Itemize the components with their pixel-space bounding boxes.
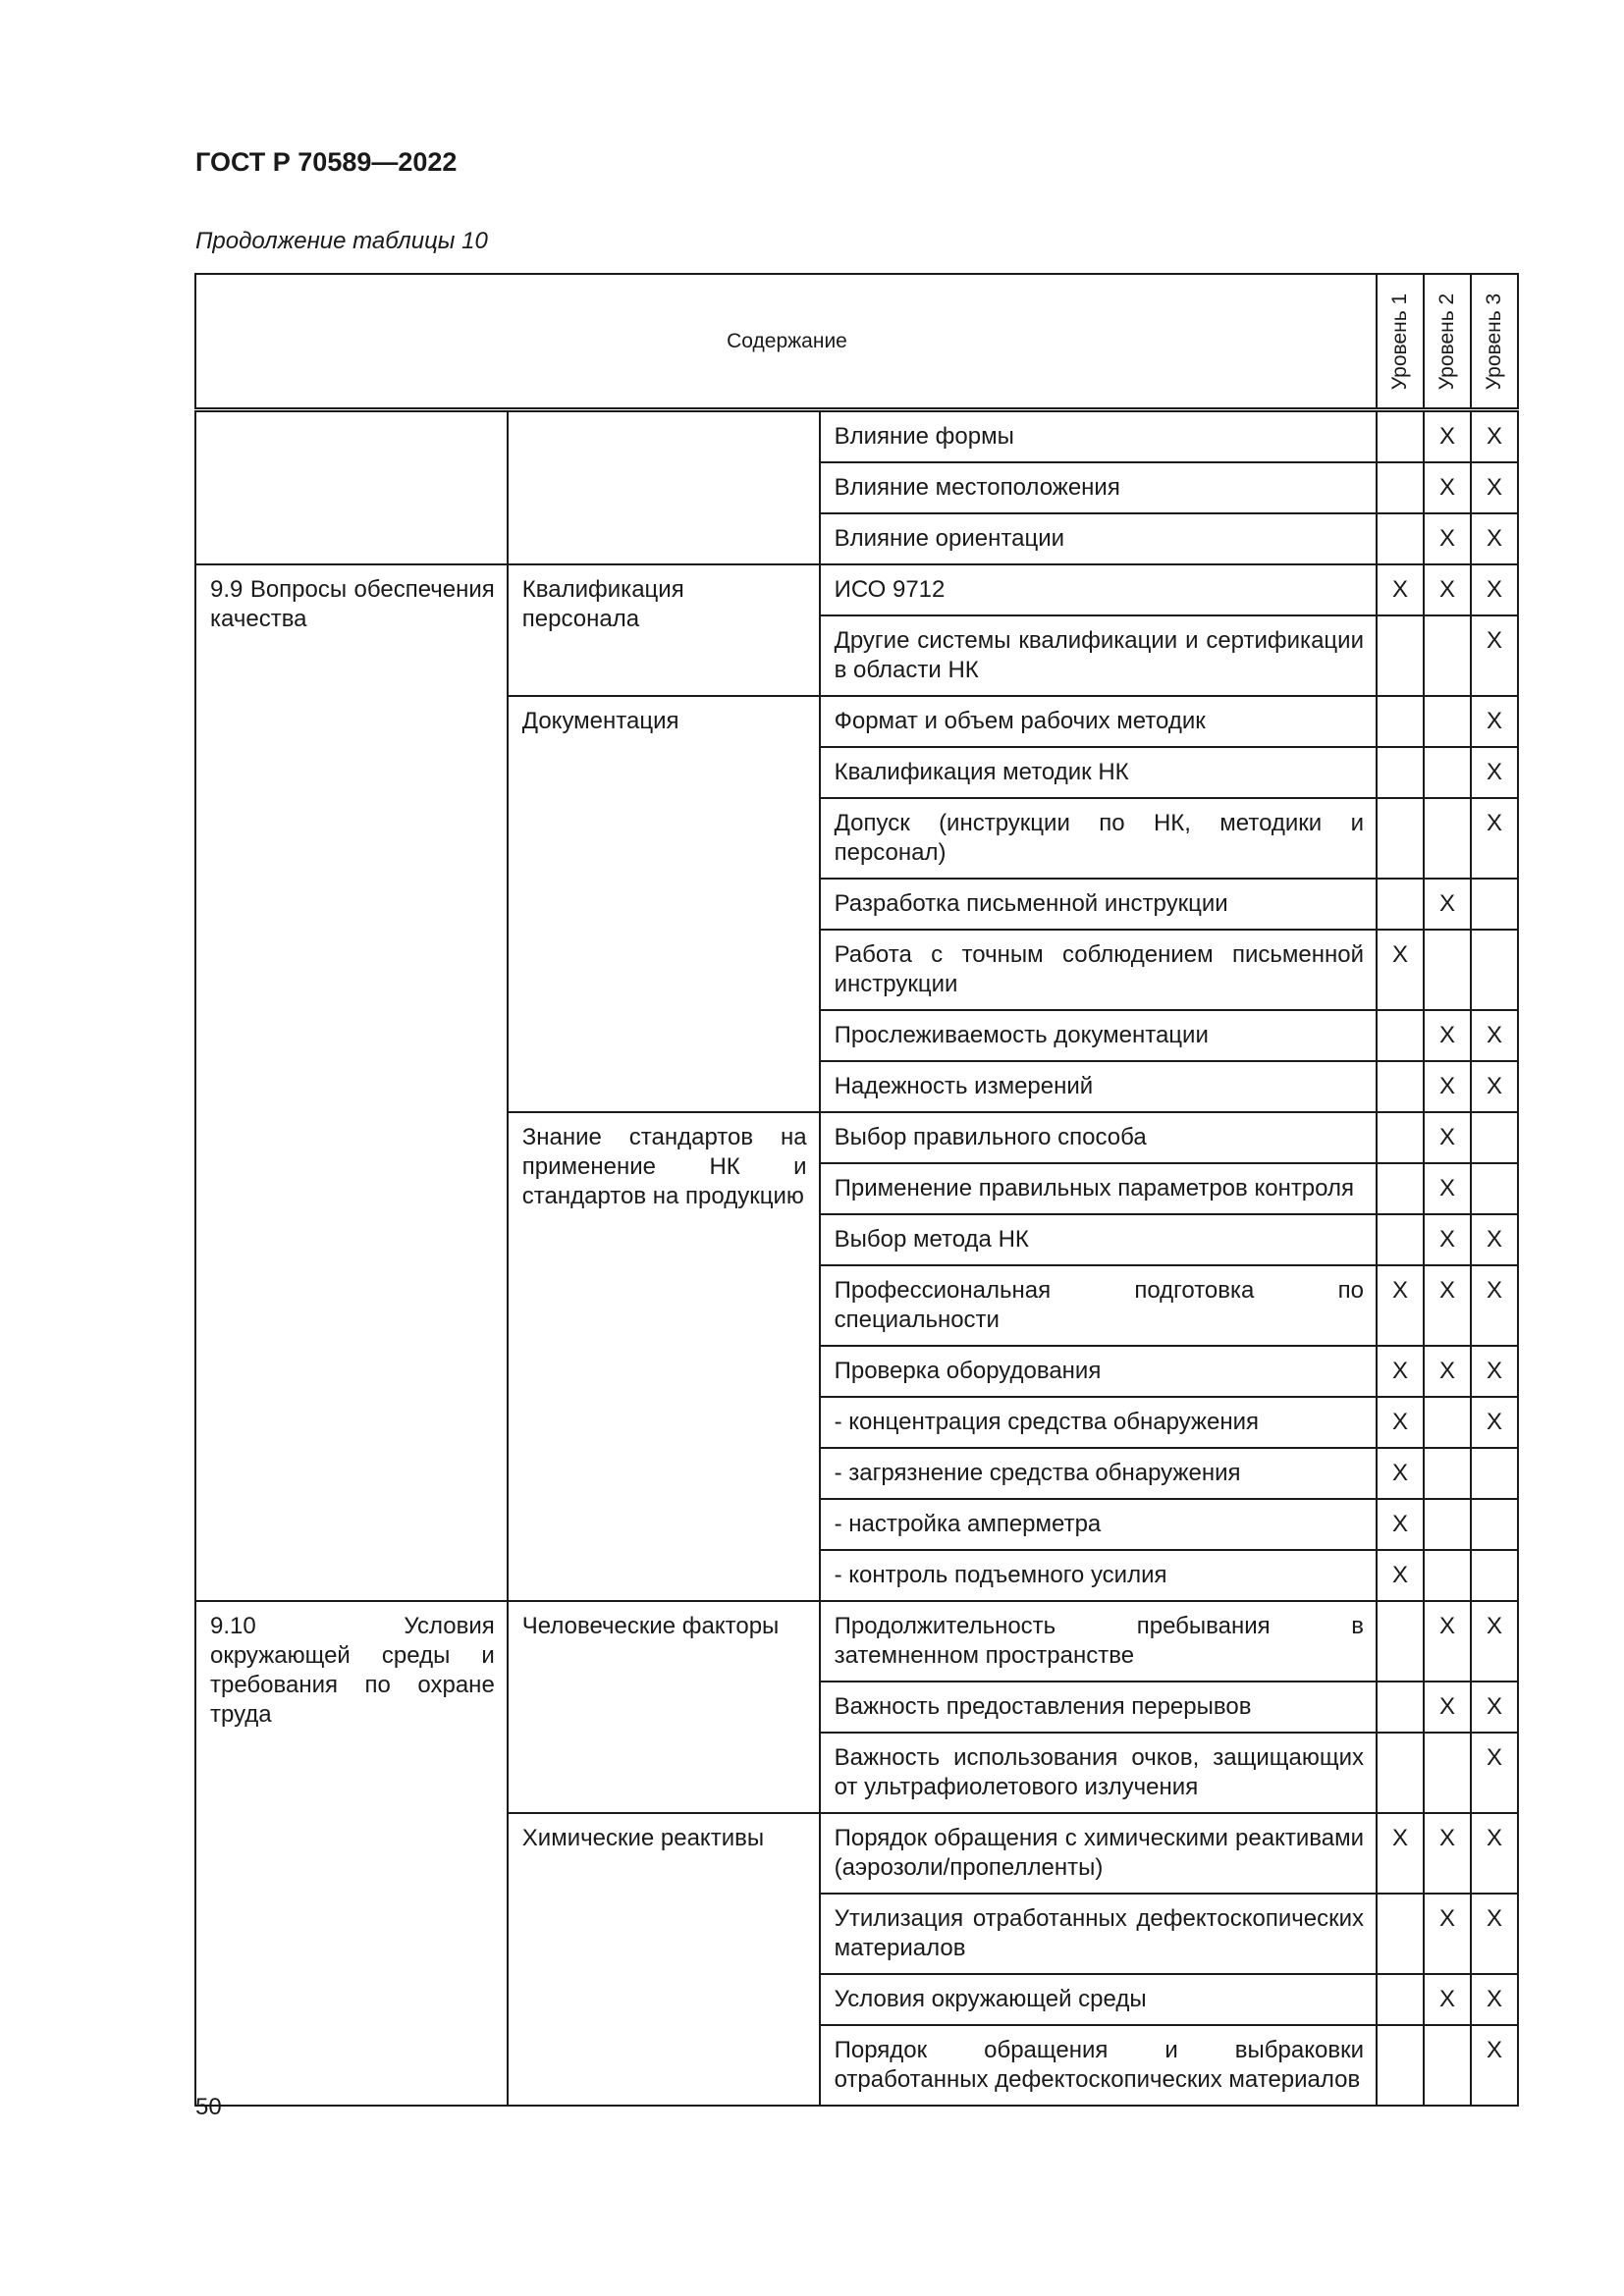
level-1-mark <box>1377 1010 1424 1061</box>
level-2-mark: X <box>1424 1163 1471 1214</box>
level-1-mark <box>1377 879 1424 930</box>
section-cell <box>195 410 508 565</box>
level-3-mark <box>1471 1163 1518 1214</box>
subsection-cell: Знание стандартов на применение НК и стандартов на продукцию <box>508 1112 820 1601</box>
level-3-mark: X <box>1471 2025 1518 2106</box>
document-code: ГОСТ Р 70589—2022 <box>195 147 458 177</box>
table-row <box>195 410 1518 463</box>
level-2-mark <box>1424 930 1471 1010</box>
level-2-mark: X <box>1424 462 1471 513</box>
level-1-mark: X <box>1377 564 1424 615</box>
level-2-mark: X <box>1424 1265 1471 1346</box>
level-2-mark <box>1424 1733 1471 1813</box>
level-2-mark: X <box>1424 1813 1471 1894</box>
level-2-mark: X <box>1424 513 1471 564</box>
header-level-2 <box>1424 274 1471 410</box>
level-3-mark: X <box>1471 1346 1518 1397</box>
level-2-mark: X <box>1424 1682 1471 1733</box>
level-3-mark: X <box>1471 696 1518 747</box>
section-cell: 9.10 Условия окружающей среды и требования по охране труда <box>195 1601 508 2106</box>
level-3-mark: X <box>1471 564 1518 615</box>
subsection-cell: Квалификация персонала <box>508 564 820 696</box>
level-3-mark: X <box>1471 410 1518 463</box>
level-1-mark <box>1377 410 1424 463</box>
item-cell: Важность предоставления перерывов <box>820 1682 1377 1733</box>
level-1-mark: X <box>1377 1448 1424 1499</box>
item-cell: - настройка амперметра <box>820 1499 1377 1550</box>
subsection-cell: Человеческие факторы <box>508 1601 820 1813</box>
item-cell: Профессиональная подготовка по специальности <box>820 1265 1377 1346</box>
level-3-mark: X <box>1471 747 1518 798</box>
header-level-1 <box>1377 274 1424 410</box>
page-number: 50 <box>195 2094 222 2120</box>
level-2-mark <box>1424 1499 1471 1550</box>
level-2-mark <box>1424 1550 1471 1601</box>
level-3-mark: X <box>1471 1974 1518 2025</box>
table-row <box>195 1601 1518 1682</box>
item-cell: Другие системы квалификации и сертификации в области НК <box>820 615 1377 696</box>
level-2-mark: X <box>1424 1010 1471 1061</box>
level-2-mark: X <box>1424 410 1471 463</box>
level-1-mark <box>1377 513 1424 564</box>
item-cell: Прослеживаемость документации <box>820 1010 1377 1061</box>
level-1-mark: X <box>1377 1813 1424 1894</box>
item-cell: Квалификация методик НК <box>820 747 1377 798</box>
level-2-mark <box>1424 1397 1471 1448</box>
level-3-mark <box>1471 1499 1518 1550</box>
item-cell: Формат и объем рабочих методик <box>820 696 1377 747</box>
item-cell: - концентрация средства обнаружения <box>820 1397 1377 1448</box>
level-3-mark: X <box>1471 1894 1518 1974</box>
level-3-mark: X <box>1471 1010 1518 1061</box>
level-3-mark: X <box>1471 1682 1518 1733</box>
level-3-mark: X <box>1471 1265 1518 1346</box>
level-2-mark <box>1424 696 1471 747</box>
level-1-mark: X <box>1377 1499 1424 1550</box>
section-cell: 9.9 Вопросы обеспечения качества <box>195 564 508 1601</box>
item-cell: Разработка письменной инструкции <box>820 879 1377 930</box>
item-cell: Влияние местоположения <box>820 462 1377 513</box>
item-cell: Условия окружающей среды <box>820 1974 1377 2025</box>
level-2-mark <box>1424 798 1471 879</box>
level-1-mark <box>1377 1163 1424 1214</box>
level-1-mark <box>1377 1214 1424 1265</box>
level-1-mark <box>1377 1733 1424 1813</box>
level-3-mark: X <box>1471 1733 1518 1813</box>
level-1-mark: X <box>1377 1550 1424 1601</box>
level-2-mark <box>1424 2025 1471 2106</box>
level-2-mark: X <box>1424 564 1471 615</box>
level-3-mark: X <box>1471 1214 1518 1265</box>
level-1-mark: X <box>1377 1346 1424 1397</box>
item-cell: - загрязнение средства обнаружения <box>820 1448 1377 1499</box>
item-cell: Порядок обращения и выбраковки отработанных дефектоскопических материалов <box>820 2025 1377 2106</box>
item-cell: Важность использования очков, защищающих от ультрафиолетового излучения <box>820 1733 1377 1813</box>
level-3-mark: X <box>1471 798 1518 879</box>
level-2-mark: X <box>1424 1601 1471 1682</box>
table-caption: Продолжение таблицы 10 <box>195 228 488 254</box>
level-3-mark: X <box>1471 1813 1518 1894</box>
level-3-mark: X <box>1471 1397 1518 1448</box>
level-3-mark <box>1471 879 1518 930</box>
table-header-row <box>195 274 1518 410</box>
level-1-mark <box>1377 2025 1424 2106</box>
level-1-mark <box>1377 1601 1424 1682</box>
item-cell: Допуск (инструкции по НК, методики и персонал) <box>820 798 1377 879</box>
level-2-mark: X <box>1424 1974 1471 2025</box>
item-cell: Порядок обращения с химическими реактивами (аэрозоли/пропелленты) <box>820 1813 1377 1894</box>
level-1-mark <box>1377 1112 1424 1163</box>
content-table <box>194 273 1519 2107</box>
item-cell: Утилизация отработанных дефектоскопических материалов <box>820 1894 1377 1974</box>
level-1-mark <box>1377 1974 1424 2025</box>
level-1-mark <box>1377 747 1424 798</box>
level-2-mark: X <box>1424 1112 1471 1163</box>
item-cell: Выбор метода НК <box>820 1214 1377 1265</box>
item-cell: Выбор правильного способа <box>820 1112 1377 1163</box>
level-2-mark: X <box>1424 1894 1471 1974</box>
level-3-mark <box>1471 1448 1518 1499</box>
level-1-mark <box>1377 696 1424 747</box>
level-1-mark <box>1377 1061 1424 1112</box>
level-2-mark <box>1424 615 1471 696</box>
item-cell: Проверка оборудования <box>820 1346 1377 1397</box>
item-cell: Влияние ориентации <box>820 513 1377 564</box>
item-cell: Работа с точным соблюдением письменной инструкции <box>820 930 1377 1010</box>
subsection-cell: Документация <box>508 696 820 1112</box>
level-1-mark <box>1377 798 1424 879</box>
level-1-mark: X <box>1377 1265 1424 1346</box>
subsection-cell: Химические реактивы <box>508 1813 820 2106</box>
level-3-mark: X <box>1471 462 1518 513</box>
level-3-mark <box>1471 1112 1518 1163</box>
subsection-cell <box>508 410 820 565</box>
header-level-3 <box>1471 274 1518 410</box>
level-3-mark <box>1471 1550 1518 1601</box>
level-2-mark: X <box>1424 879 1471 930</box>
item-cell: Влияние формы <box>820 410 1377 463</box>
level-3-mark: X <box>1471 1601 1518 1682</box>
item-cell: ИСО 9712 <box>820 564 1377 615</box>
header-content: Содержание <box>195 274 1377 410</box>
level-1-mark: X <box>1377 1397 1424 1448</box>
level-1-mark: X <box>1377 930 1424 1010</box>
header-level-1-label: Уровень 1 <box>1387 293 1411 390</box>
item-cell: Применение правильных параметров контроля <box>820 1163 1377 1214</box>
level-2-mark: X <box>1424 1214 1471 1265</box>
item-cell: Надежность измерений <box>820 1061 1377 1112</box>
header-level-3-label: Уровень 3 <box>1482 293 1505 390</box>
level-2-mark <box>1424 1448 1471 1499</box>
header-level-2-label: Уровень 2 <box>1435 293 1458 390</box>
level-2-mark <box>1424 747 1471 798</box>
level-3-mark: X <box>1471 513 1518 564</box>
level-1-mark <box>1377 1682 1424 1733</box>
table-row <box>195 564 1518 615</box>
level-1-mark <box>1377 1894 1424 1974</box>
level-2-mark: X <box>1424 1061 1471 1112</box>
item-cell: - контроль подъемного усилия <box>820 1550 1377 1601</box>
level-3-mark: X <box>1471 615 1518 696</box>
table-body <box>195 410 1518 2107</box>
level-3-mark: X <box>1471 1061 1518 1112</box>
level-3-mark <box>1471 930 1518 1010</box>
level-1-mark <box>1377 462 1424 513</box>
item-cell: Продолжительность пребывания в затемненном пространстве <box>820 1601 1377 1682</box>
level-2-mark: X <box>1424 1346 1471 1397</box>
level-1-mark <box>1377 615 1424 696</box>
